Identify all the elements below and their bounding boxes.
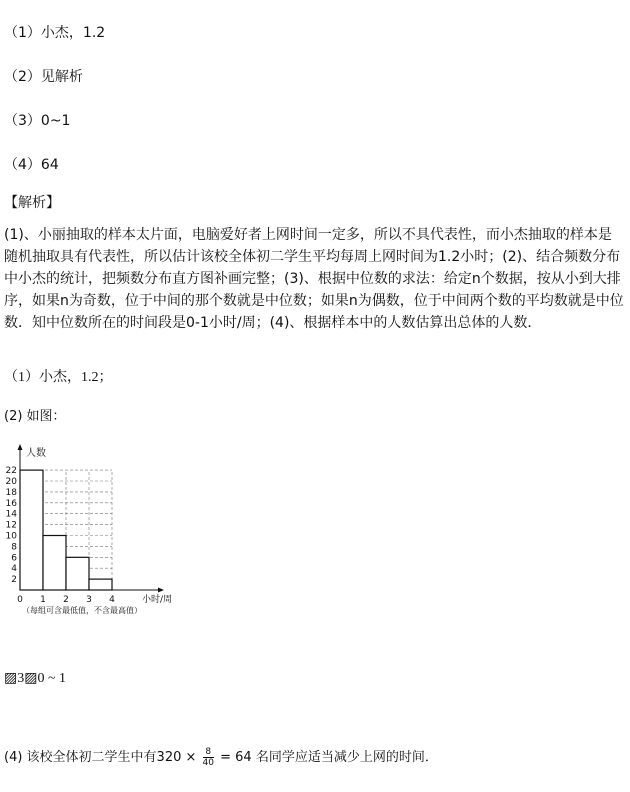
x-tick-label: 1 xyxy=(40,595,46,605)
solution-2: (2) 如图： xyxy=(4,409,66,424)
solution-3: ▨3▨0 ~ 1 xyxy=(4,671,67,686)
fraction-denominator: 40 xyxy=(202,758,214,768)
answer-3: （3）0~1 xyxy=(4,113,71,129)
x-tick-label: 4 xyxy=(109,595,115,605)
chart-note: （每组可含最低值，不含最高值） xyxy=(22,606,142,615)
answer-1: （1）小杰，1.2 xyxy=(4,25,106,41)
x-tick-labels xyxy=(17,595,115,605)
x-tick-label: 3 xyxy=(86,595,92,605)
y-tick-label: 16 xyxy=(5,498,17,509)
bar xyxy=(43,536,66,591)
y-tick-label: 4 xyxy=(11,564,17,575)
solution-4-suffix: = 64 名同学应适当减少上网的时间． xyxy=(220,750,438,765)
y-tick-label: 18 xyxy=(5,487,17,498)
analysis-heading: 【解析】 xyxy=(4,195,60,211)
histogram xyxy=(2,440,192,625)
answer-4: （4）64 xyxy=(4,157,59,173)
bar xyxy=(66,557,89,590)
x-tick-label: 2 xyxy=(63,595,69,605)
y-tick-label: 6 xyxy=(11,553,17,564)
y-tick-label: 14 xyxy=(5,509,17,520)
x-tick-label: 0 xyxy=(17,595,23,605)
y-axis-arrow xyxy=(18,444,23,450)
fraction-numerator: 8 xyxy=(203,747,214,758)
y-tick-label: 10 xyxy=(5,531,17,542)
bar xyxy=(89,579,112,590)
x-axis-label: 小时/周 xyxy=(142,595,173,605)
y-tick-label: 2 xyxy=(11,575,17,586)
x-axis-arrow xyxy=(158,588,164,593)
solution-1: （1）小杰，1.2； xyxy=(4,370,113,385)
answer-2: （2）见解析 xyxy=(4,69,83,85)
solution-4-prefix: (4) 该校全体初二学生中有320 × xyxy=(4,750,197,765)
y-tick-labels xyxy=(6,466,18,585)
analysis-text: (1)、小丽抽取的样本太片面，电脑爱好者上网时间一定多，所以不具代表性，而小杰抽取的样本是随机抽取具有代表性，所以估计该校全体初二学生平均每周上网时间为1.2小时；(2)、结合频数分布中小杰的统计，把频数分布直方图补画完整；(3)、根据中位数的求法：给定n个数据，按从小到大排序，如果n为奇数，位于中间的那个数就是中位数；如果n为偶数，位于中间两个数的平均数就是中位数．知中位数所在的时间段是0-1小时/周；(4)、根据样本中的人数估算出总体的人数． xyxy=(4,227,624,331)
fraction xyxy=(203,747,214,768)
solution-4 xyxy=(4,746,438,768)
bar xyxy=(20,470,43,590)
y-tick-label: 8 xyxy=(11,542,17,553)
y-axis-label: 人数 xyxy=(26,448,46,459)
y-tick-label: 22 xyxy=(5,466,17,477)
y-tick-label: 12 xyxy=(5,520,17,531)
y-tick-label: 20 xyxy=(5,477,17,487)
